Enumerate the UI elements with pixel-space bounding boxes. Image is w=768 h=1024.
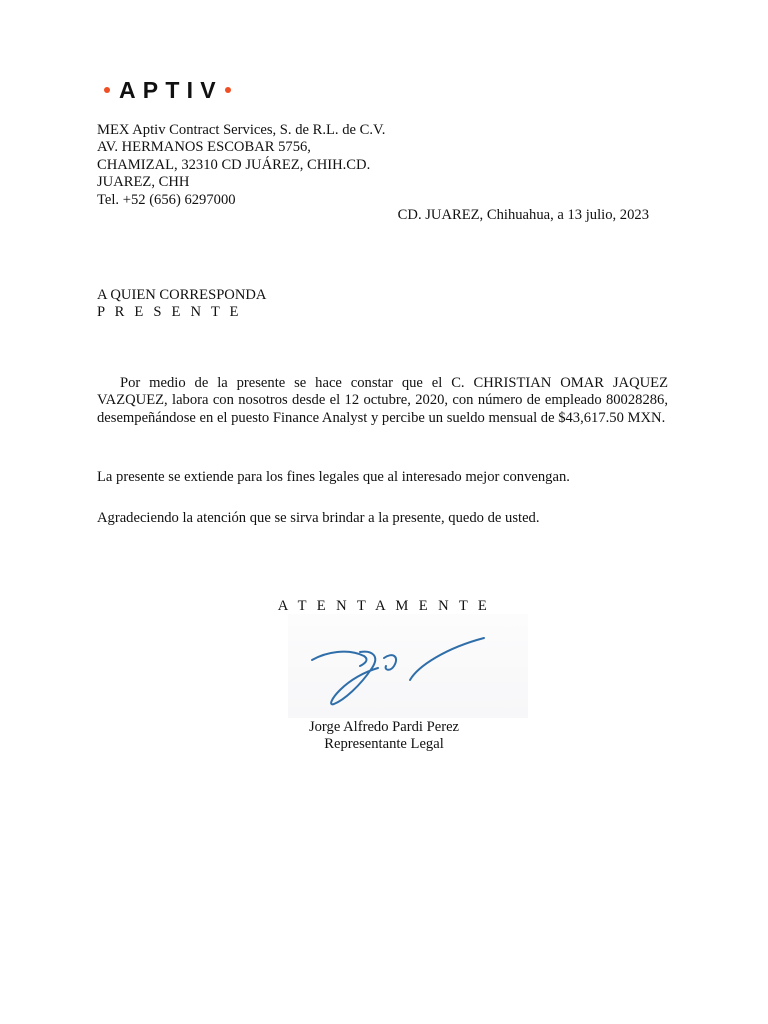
company-address [97,122,657,209]
body-paragraph-thanks: Agradeciendo la atención que se sirva brindar a la presente, quedo de usted. [97,510,540,526]
address-line-street: AV. HERMANOS ESCOBAR 5756, [97,139,311,156]
signer-block [0,719,768,754]
signer-title: Representante Legal [324,736,444,753]
address-line-state: JUAREZ, CHH [97,174,190,191]
salutation-presente: P R E S E N T E [97,304,242,321]
aptiv-logo [104,76,231,104]
address-line-phone: Tel. +52 (656) 6297000 [97,191,236,208]
closing-atentamente: A T E N T A M E N T E [277,598,491,614]
handwritten-signature [288,614,528,718]
address-line-city: CHAMIZAL, 32310 CD JUÁREZ, CHIH.CD. [97,156,371,173]
logo-right-dot [225,87,231,93]
place-date-line: CD. JUAREZ, Chihuahua, a 13 julio, 2023 [397,207,649,223]
logo-text: APTIV [119,77,223,103]
salutation [97,287,266,322]
salutation-recipient: A QUIEN CORRESPONDA [97,287,267,303]
body-paragraph-employment: Por medio de la presente se hace constar que el C. CHRISTIAN OMAR JAQUEZ VAZQUEZ, labora con nosotros desde el 12 octubre, 2020, con número de empleado 80028286, desempeñándose en el puesto Finance Analyst y percibe un sueldo mensual de $43,617.50 MXN. [97,375,668,426]
logo-left-dot [104,87,110,93]
body-paragraph-purpose: La presente se extiende para los fines legales que al interesado mejor convengan. [97,469,570,485]
address-line-company: MEX Aptiv Contract Services, S. de R.L. de C.V. [97,122,386,138]
signer-name: Jorge Alfredo Pardi Perez [308,719,460,735]
signature-area [288,614,528,718]
